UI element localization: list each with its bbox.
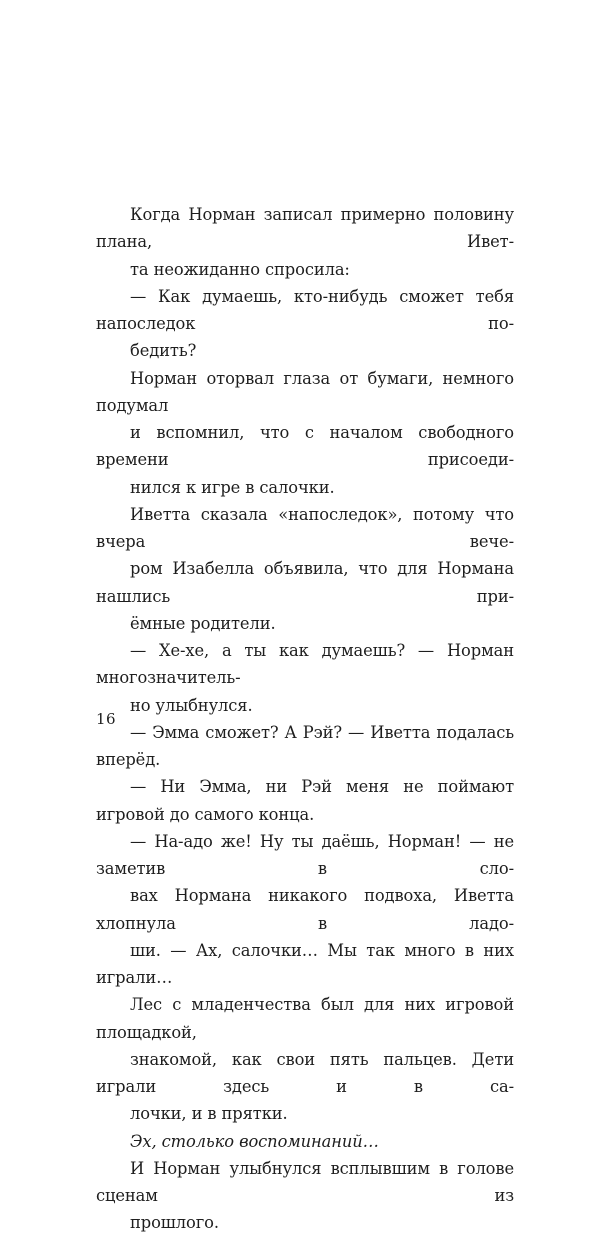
text-line: Эх, столько воспоминаний… <box>130 1131 379 1151</box>
text-line: бедить? <box>130 341 197 361</box>
text-line: Когда Норман записал примерно половину плана, Ивет- <box>96 205 514 252</box>
paragraph <box>96 283 514 365</box>
text-line: Лес с младенчества был для них игровой площадкой, <box>96 995 514 1042</box>
page-number: 16 <box>96 710 117 728</box>
text-line: — Как думаешь, кто-нибудь сможет тебя напоследок по- <box>96 286 514 333</box>
paragraph <box>96 991 514 1127</box>
text-line: нился к игре в салочки. <box>130 477 335 497</box>
text-line: и вспомнил, что с началом свободного времени присоеди- <box>96 423 514 470</box>
paragraph <box>96 773 514 828</box>
paragraph <box>96 637 514 719</box>
paragraph <box>96 719 514 774</box>
text-line: И Норман улыбнулся всплывшим в голове сценам из <box>96 1158 514 1205</box>
paragraph <box>96 1155 514 1237</box>
text-line: Иветта сказала «напоследок», потому что вчера вече- <box>96 504 514 551</box>
text-line: Норман оторвал глаза от бумаги, немного подумал <box>96 368 514 415</box>
paragraph <box>96 501 514 637</box>
text-line: та неожиданно спросила: <box>130 259 350 279</box>
text-line: но улыбнулся. <box>130 695 253 715</box>
text-line: ёмные родители. <box>130 613 276 633</box>
paragraph <box>96 365 514 501</box>
text-line: — Ни Эмма, ни Рэй меня не поймают игровой до самого конца. <box>96 777 514 824</box>
text-line: вах Нормана никакого подвоха, Иветта хлопнула в ладо- <box>96 886 514 933</box>
text-body <box>96 201 514 1237</box>
text-line: — Эмма сможет? А Рэй? — Иветта подалась вперёд. <box>96 722 514 769</box>
paragraph-italic <box>96 1128 514 1155</box>
text-line: знакомой, как свои пять пальцев. Дети играли здесь и в са- <box>96 1049 514 1096</box>
text-line: лочки, и в прятки. <box>130 1104 288 1124</box>
text-line: прошлого. <box>130 1213 219 1233</box>
text-line: ши. — Ах, салочки… Мы так много в них играли… <box>96 940 514 987</box>
text-line: ром Изабелла объявила, что для Нормана нашлись при- <box>96 559 514 606</box>
paragraph <box>96 201 514 283</box>
text-line: — На-адо же! Ну ты даёшь, Норман! — не заметив в сло- <box>96 831 514 878</box>
paragraph <box>96 828 514 992</box>
text-line: — Хе-хе, а ты как думаешь? — Норман многозначитель- <box>96 641 514 688</box>
